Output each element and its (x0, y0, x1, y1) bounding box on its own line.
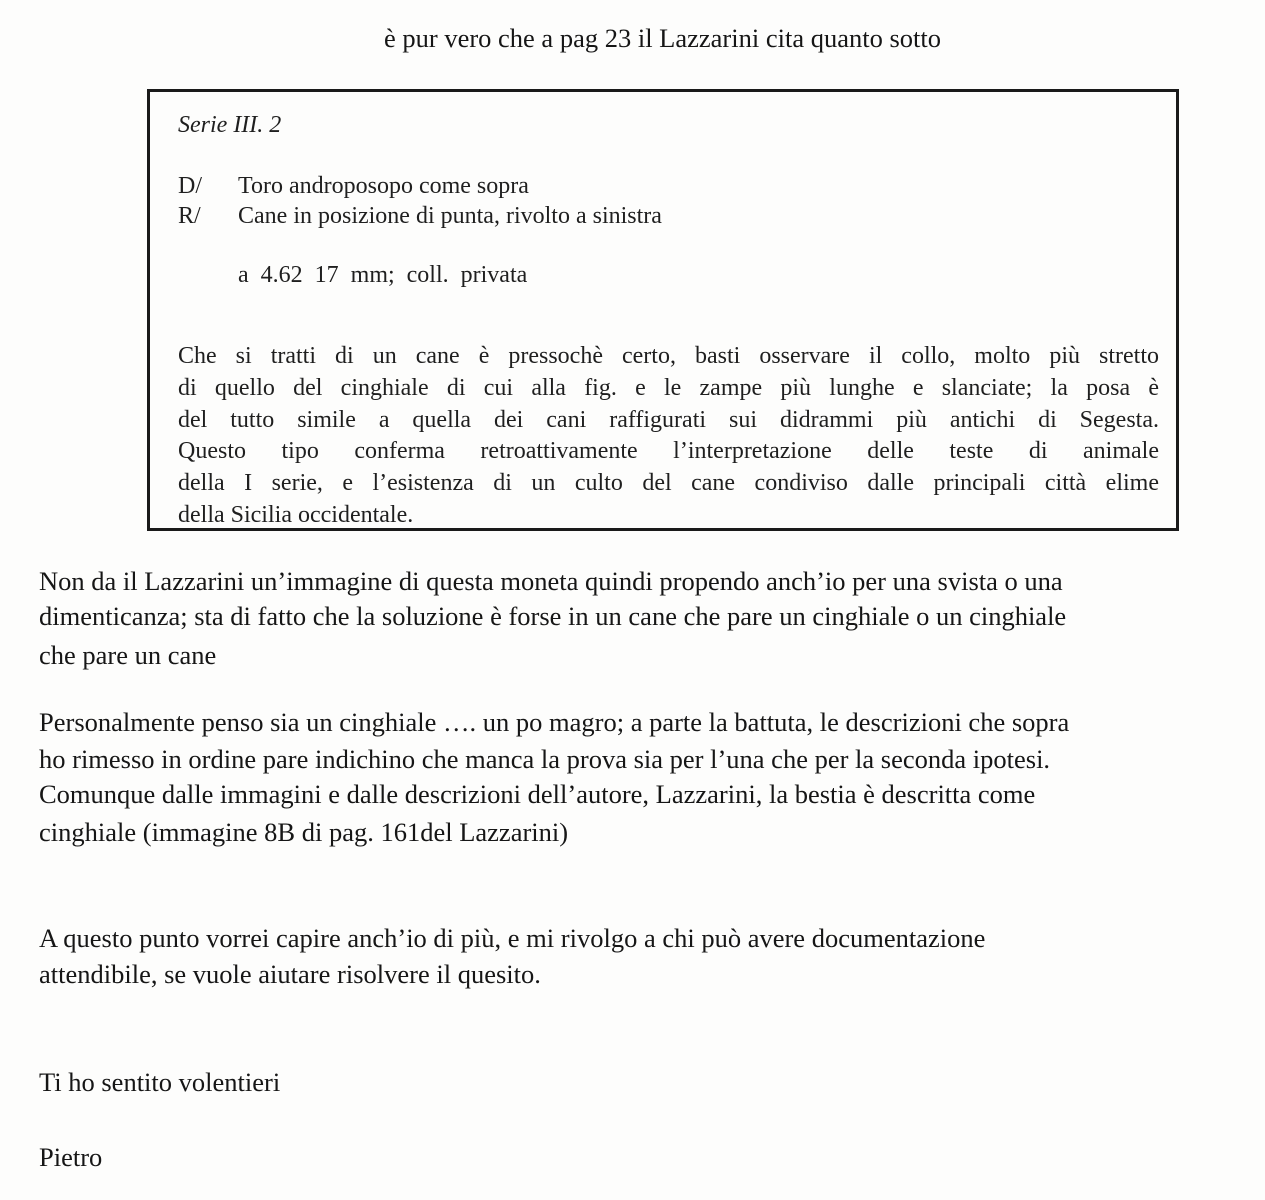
body-line: che pare un cane (39, 640, 217, 670)
body-line: A questo punto vorrei capire anch’io di più, e mi rivolgo a chi può avere documentazione (39, 923, 986, 953)
quote-paragraph (178, 341, 1159, 532)
closing-line: Ti ho sentito volentieri (39, 1067, 281, 1097)
quoted-catalog-entry (147, 89, 1179, 531)
body-line: attendibile, se vuole aiutare risolvere il quesito. (39, 959, 541, 989)
body-line: Non da il Lazzarini un’immagine di questa moneta quindi propendo anch’io per una svista o una (39, 566, 1063, 596)
quote-paragraph-line: Questo tipo conferma retroattivamente l’interpretazione delle teste di animale (178, 438, 1159, 465)
reverse-text: Cane in posizione di punta, rivolto a sinistra (238, 203, 662, 229)
body-line: Comunque dalle immagini e dalle descrizioni dell’autore, Lazzarini, la bestia è descritta come (39, 779, 1036, 809)
coin-measurements: a 4.62 17 mm; coll. privata (238, 262, 528, 288)
reverse-label: R/ (178, 203, 201, 229)
body-line: cinghiale (immagine 8B di pag. 161del Lazzarini) (39, 817, 569, 847)
quote-paragraph-line: della Sicilia occidentale. (178, 501, 414, 528)
obverse-label: D/ (178, 173, 202, 199)
body-line: dimenticanza; sta di fatto che la soluzione è forse in un cane che pare un cinghiale o un cinghiale (39, 601, 1067, 631)
signature: Pietro (39, 1142, 103, 1172)
quote-title: Serie III. 2 (178, 112, 282, 138)
obverse-text: Toro androposopo come sopra (238, 173, 529, 199)
page-heading: è pur vero che a pag 23 il Lazzarini cita quanto sotto (383, 23, 942, 53)
quote-paragraph-line: del tutto simile a quella dei cani raffigurati sui didrammi più antichi di Segesta. (178, 406, 1159, 433)
body-line: ho rimesso in ordine pare indichino che manca la prova sia per l’una che per la seconda ipotesi. (39, 744, 1051, 774)
quote-paragraph-line: di quello del cinghiale di cui alla fig. e le zampe più lunghe e slanciate; la posa è (178, 374, 1159, 401)
quote-paragraph-line: della I serie, e l’esistenza di un culto del cane condiviso dalle principali città elime (178, 470, 1159, 497)
quote-paragraph-line: Che si tratti di un cane è pressochè certo, basti osservare il collo, molto più stretto (178, 343, 1159, 369)
body-line: Personalmente penso sia un cinghiale …. un po magro; a parte la battuta, le descrizioni che sopra (39, 707, 1070, 737)
